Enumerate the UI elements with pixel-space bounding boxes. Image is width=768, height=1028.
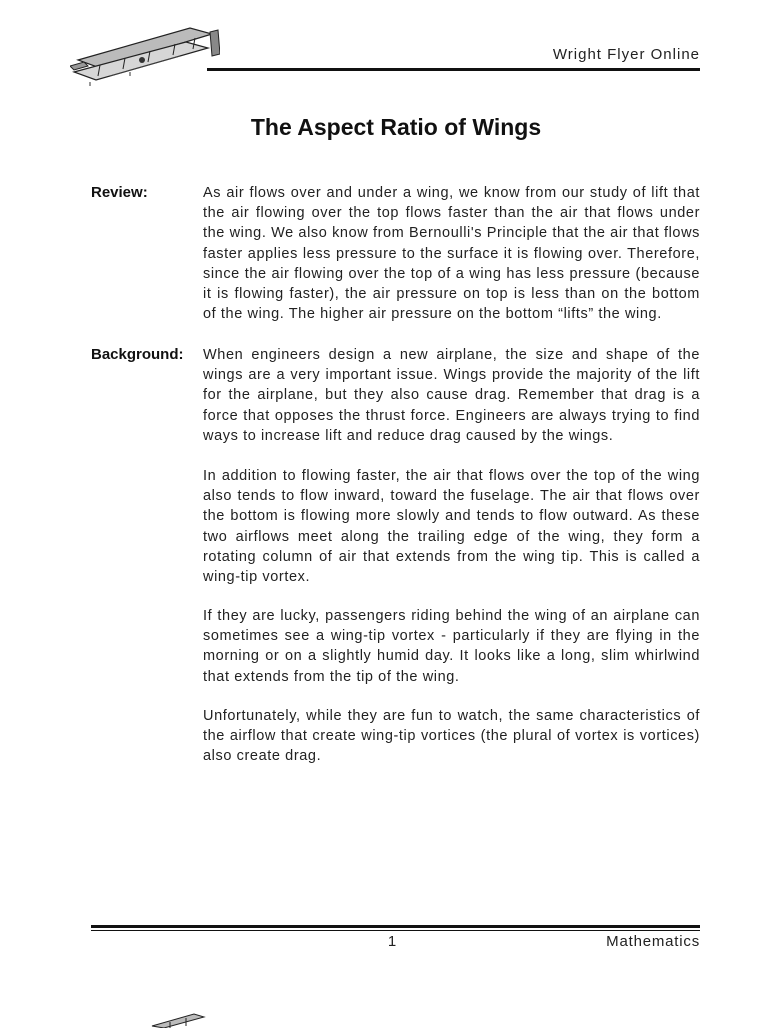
- page-title: The Aspect Ratio of Wings: [250, 114, 542, 140]
- site-title: Wright Flyer Online: [552, 46, 700, 63]
- footer-subject: Mathematics: [606, 933, 700, 950]
- background-paragraph-1: When engineers design a new airplane, the size and shape of the wings are a very important issue. Wings provide the majority of the lift for the airplane, but they also cause drag. Remember that drag is a force that opposes the thrust force. Engineers are always trying to find ways to increase lift and reduce drag caused by the wings.: [203, 347, 700, 444]
- footer-rule-thin: [91, 930, 700, 931]
- background-paragraph-3: If they are lucky, passengers riding behind the wing of an airplane can sometimes see a wing-tip vortex - particularly if they are flying in the morning or on a slightly humid day. It looks like a long, slim whirlwind that extends from the tip of the wing.: [203, 608, 700, 685]
- background-paragraph-4: Unfortunately, while they are fun to watch, the same characteristics of the airflow that create wing-tip vortices (the plural of vortex is vortices) also create drag.: [203, 708, 700, 765]
- wright-flyer-logo-icon: [70, 20, 220, 90]
- review-paragraph: As air flows over and under a wing, we know from our study of lift that the air flowing over the top flows faster than the air that flows under the wing. We also know from Bernoulli's Principle that the air that flows faster applies less pressure to the surface it is flowing over. Therefore, since the air flowing over the top of a wing has less pressure (because it is flowing faster), the air pressure on top is less than on the bottom of the wing. The higher air pressure on the bottom “lifts” the wing.: [203, 185, 700, 323]
- section-label-review: Review:: [91, 184, 148, 201]
- wright-flyer-logo-partial-icon: [150, 1008, 210, 1028]
- footer-rule-thick: [91, 925, 700, 928]
- background-paragraph-2: In addition to flowing faster, the air that flows over the top of the wing also tends to flow inward, toward the fuselage. The air that flows over the bottom is flowing more slowly and tends to flow outward. As these two airflows meet along the trailing edge of the wing, they form a rotating column of air that extends from the wing tip. This is called a wing-tip vortex.: [203, 468, 700, 586]
- section-label-background: Background:: [91, 346, 184, 363]
- header-rule: [207, 68, 700, 71]
- page-number: 1: [387, 933, 397, 950]
